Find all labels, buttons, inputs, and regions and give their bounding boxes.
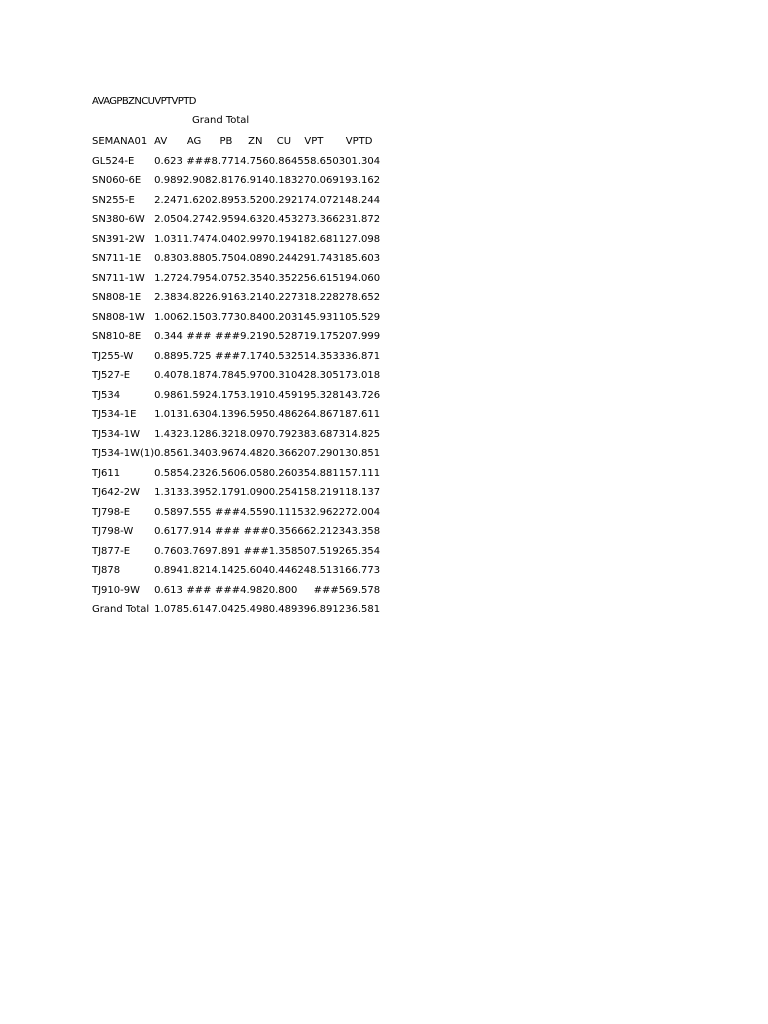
value-cell-vpt: 532.962 (297, 506, 339, 518)
value-cell-cu: 0.292 (268, 194, 298, 206)
table-row (92, 522, 380, 542)
value-cell-zn: 8.097 (240, 428, 269, 440)
value-cell-vpt: 291.743 (297, 253, 339, 265)
value-cell-vptd: 185.603 (338, 253, 381, 265)
row-label-cell: GL524-E (92, 155, 135, 167)
value-cell-ag: 3.395 (182, 487, 212, 499)
value-cell-pb: ### (214, 526, 241, 538)
value-cell-vptd: 148.244 (338, 194, 381, 206)
value-cell-pb: ### (214, 350, 241, 362)
value-cell-zn: 6.595 (240, 409, 269, 421)
value-cell-pb: 2.959 (211, 214, 241, 226)
value-cell-cu: 0.356 (268, 526, 298, 538)
value-cell-vpt: 514.353 (297, 350, 339, 362)
table-row (92, 288, 380, 308)
row-label-cell: TJ878 (92, 565, 121, 577)
value-cell-ag: 1.747 (182, 233, 212, 245)
row-label-cell: SN391-2W (92, 233, 145, 245)
value-cell-cu: 0.528 (268, 331, 298, 343)
value-cell-cu: 0.800 (268, 584, 298, 596)
value-cell-cu: 0.203 (268, 311, 298, 323)
value-cell-vptd: 343.358 (338, 526, 381, 538)
value-cell-cu: 0.194 (268, 233, 298, 245)
value-cell-zn: ### (243, 545, 269, 557)
value-cell-pb: ### (214, 506, 241, 518)
value-cell-av: 0.407 (154, 370, 183, 382)
value-cell-vpt: 428.305 (297, 370, 339, 382)
value-cell-pb: 4.784 (211, 370, 241, 382)
value-cell-zn: 9.219 (240, 331, 269, 343)
row-label-cell: TJ798-W (92, 526, 134, 538)
value-cell-vpt: 207.290 (297, 448, 339, 460)
row-label-cell: TJ877-E (92, 545, 131, 557)
value-cell-cu: 0.864 (268, 155, 298, 167)
grand-total-caption: Grand Total (192, 115, 250, 126)
row-label-cell: TJ611 (92, 467, 121, 479)
value-cell-vpt: 396.891 (297, 604, 339, 616)
table-row (92, 581, 380, 601)
value-cell-cu: 0.244 (268, 253, 298, 265)
value-cell-ag: ### (186, 155, 212, 167)
row-label-cell: TJ910-9W (92, 584, 141, 596)
value-cell-ag: 3.769 (182, 545, 212, 557)
value-cell-zn: 7.174 (240, 350, 269, 362)
value-cell-ag: 1.620 (182, 194, 212, 206)
value-cell-cu: 0.254 (268, 487, 298, 499)
value-cell-vptd: 157.111 (338, 467, 381, 479)
value-cell-zn: 4.632 (240, 214, 269, 226)
value-cell-zn: 3.191 (240, 389, 269, 401)
value-cell-ag: 3.128 (182, 428, 212, 440)
value-cell-ag: 4.232 (182, 467, 212, 479)
column-header-pb: PB (219, 136, 233, 148)
table-row (92, 366, 380, 386)
value-cell-vptd: 314.825 (338, 428, 381, 440)
table-row (92, 386, 380, 406)
value-cell-pb: ### (214, 584, 241, 596)
value-cell-pb: 2.895 (211, 194, 241, 206)
value-cell-pb: 2.179 (211, 487, 241, 499)
column-header-vptd: VPTD (345, 136, 373, 148)
value-cell-vptd: 166.773 (338, 565, 381, 577)
column-header-ag: AG (186, 136, 202, 148)
value-cell-av: 2.383 (154, 292, 183, 304)
value-cell-vpt: 318.228 (297, 292, 339, 304)
value-cell-cu: 0.459 (268, 389, 298, 401)
column-header-semana: SEMANA01 (92, 136, 148, 148)
table-row (92, 425, 380, 445)
value-cell-pb: 4.139 (211, 409, 241, 421)
value-cell-vpt: 273.366 (297, 214, 339, 226)
value-cell-cu: 0.486 (268, 409, 298, 421)
value-cell-zn: 3.520 (240, 194, 269, 206)
table-row (92, 210, 380, 230)
value-cell-ag: 4.274 (182, 214, 212, 226)
value-cell-pb: 6.916 (211, 292, 241, 304)
value-cell-vpt: ### (313, 584, 339, 596)
row-label-cell: TJ798-E (92, 506, 131, 518)
value-cell-pb: 4.142 (211, 565, 241, 577)
value-cell-vptd: 143.726 (338, 389, 381, 401)
value-cell-av: 0.585 (154, 467, 183, 479)
value-cell-ag: 4.795 (182, 272, 212, 284)
value-cell-av: 2.050 (154, 214, 183, 226)
value-cell-ag: 3.880 (182, 253, 212, 265)
value-cell-vpt: 264.867 (297, 409, 339, 421)
table-row (92, 249, 380, 269)
collapsed-field-header: AVAGPBZNCUVPTVPTD (92, 96, 196, 107)
value-cell-cu: 0.260 (268, 467, 298, 479)
value-cell-pb: 3.967 (211, 448, 241, 460)
value-cell-pb: 5.750 (211, 253, 241, 265)
value-cell-vpt: 174.072 (297, 194, 339, 206)
table-row (92, 230, 380, 250)
value-cell-cu: 0.310 (268, 370, 298, 382)
value-cell-zn: 4.482 (240, 448, 269, 460)
value-cell-av: 0.856 (154, 448, 183, 460)
value-cell-ag: 5.614 (182, 604, 212, 616)
value-cell-vptd: 173.018 (338, 370, 381, 382)
value-cell-pb: 4.175 (211, 389, 241, 401)
value-cell-vpt: 195.328 (297, 389, 339, 401)
value-cell-av: 0.589 (154, 506, 183, 518)
value-cell-vpt: 248.513 (297, 565, 339, 577)
value-cell-zn: 2.354 (240, 272, 269, 284)
value-cell-vpt: 145.931 (297, 311, 339, 323)
value-cell-vptd: 127.098 (338, 233, 381, 245)
value-cell-av: 1.272 (154, 272, 183, 284)
value-cell-zn: ### (243, 526, 269, 538)
table-row (92, 405, 380, 425)
value-cell-pb: 4.040 (211, 233, 241, 245)
value-cell-vptd: 118.137 (338, 487, 381, 499)
table-row (92, 444, 380, 464)
value-cell-vpt: 270.069 (297, 175, 339, 187)
table-row (92, 503, 380, 523)
value-cell-vpt: 507.519 (297, 545, 339, 557)
value-cell-av: 0.623 (154, 155, 183, 167)
value-cell-av: 0.989 (154, 175, 183, 187)
table-row (92, 483, 380, 503)
value-cell-av: 1.031 (154, 233, 183, 245)
row-label-cell: SN808-1W (92, 311, 145, 323)
value-cell-vpt: 354.881 (297, 467, 339, 479)
value-cell-av: 0.894 (154, 565, 183, 577)
value-cell-ag: 8.187 (182, 370, 212, 382)
grand-total-row (92, 600, 380, 620)
value-cell-zn: 3.214 (240, 292, 269, 304)
value-cell-vpt: 158.219 (297, 487, 339, 499)
value-cell-vpt: 719.175 (297, 331, 339, 343)
value-cell-vptd: 278.652 (338, 292, 381, 304)
value-cell-ag: ### (186, 331, 212, 343)
row-label-cell: TJ534-1W (92, 428, 141, 440)
value-cell-zn: 1.090 (240, 487, 269, 499)
column-header-cu: CU (276, 136, 292, 148)
value-cell-vptd: 265.354 (338, 545, 381, 557)
value-cell-pb: 3.773 (211, 311, 241, 323)
row-label-cell: TJ255-W (92, 350, 134, 362)
table-row (92, 171, 380, 191)
table-body (92, 152, 380, 620)
value-cell-av: 0.344 (154, 331, 183, 343)
value-cell-vptd: 207.999 (338, 331, 381, 343)
value-cell-cu: 0.111 (268, 506, 298, 518)
row-label-cell: SN808-1E (92, 292, 142, 304)
value-cell-cu: 0.227 (268, 292, 298, 304)
value-cell-cu: 0.183 (268, 175, 298, 187)
value-cell-av: 2.247 (154, 194, 183, 206)
value-cell-av: 1.313 (154, 487, 183, 499)
value-cell-cu: 0.352 (268, 272, 298, 284)
value-cell-pb: 2.817 (211, 175, 241, 187)
value-cell-ag: 1.821 (182, 565, 212, 577)
value-cell-zn: 5.970 (240, 370, 269, 382)
column-header-zn: ZN (248, 136, 263, 148)
value-cell-vptd: 105.529 (338, 311, 381, 323)
value-cell-zn: 5.498 (240, 604, 269, 616)
value-cell-ag: 1.340 (182, 448, 212, 460)
table-row (92, 308, 380, 328)
value-cell-vptd: 193.162 (338, 175, 381, 187)
value-cell-zn: 5.604 (240, 565, 269, 577)
row-label-cell: TJ527-E (92, 370, 131, 382)
row-label-cell: SN810-8E (92, 331, 142, 343)
value-cell-pb: 6.560 (211, 467, 241, 479)
value-cell-vptd: 569.578 (338, 584, 381, 596)
value-cell-vptd: 187.611 (338, 409, 381, 421)
value-cell-ag: 4.822 (182, 292, 212, 304)
value-cell-pb: 8.771 (211, 155, 241, 167)
row-label-cell: SN380-6W (92, 214, 145, 226)
value-cell-pb: 6.321 (211, 428, 241, 440)
value-cell-ag: 7.555 (182, 506, 212, 518)
row-label-cell: SN060-6E (92, 175, 142, 187)
value-cell-pb: 4.075 (211, 272, 241, 284)
value-cell-av: 0.986 (154, 389, 183, 401)
value-cell-av: 0.760 (154, 545, 183, 557)
value-cell-av: 1.078 (154, 604, 183, 616)
value-cell-pb: 7.042 (211, 604, 241, 616)
row-label-cell: Grand Total (92, 604, 150, 616)
value-cell-vptd: 236.581 (338, 604, 381, 616)
value-cell-zn: 0.840 (240, 311, 269, 323)
pivot-table (92, 132, 380, 620)
value-cell-vpt: 662.212 (297, 526, 339, 538)
row-label-cell: SN711-1E (92, 253, 142, 265)
value-cell-av: 1.013 (154, 409, 183, 421)
table-row (92, 347, 380, 367)
table-row (92, 269, 380, 289)
value-cell-cu: 0.532 (268, 350, 298, 362)
value-cell-ag: 2.150 (182, 311, 212, 323)
value-cell-vpt: 383.687 (297, 428, 339, 440)
table-row (92, 191, 380, 211)
table-row (92, 464, 380, 484)
value-cell-zn: 4.756 (240, 155, 269, 167)
value-cell-ag: 2.908 (182, 175, 212, 187)
value-cell-zn: 6.914 (240, 175, 269, 187)
value-cell-pb: 7.891 (211, 545, 241, 557)
value-cell-vpt: 182.681 (297, 233, 339, 245)
value-cell-cu: 0.792 (268, 428, 298, 440)
value-cell-ag: 1.592 (182, 389, 212, 401)
value-cell-zn: 2.997 (240, 233, 269, 245)
value-cell-vptd: 231.872 (338, 214, 381, 226)
value-cell-cu: 0.446 (268, 565, 298, 577)
row-label-cell: TJ642-2W (92, 487, 141, 499)
value-cell-vptd: 301.304 (338, 155, 381, 167)
value-cell-ag: 5.725 (182, 350, 212, 362)
value-cell-ag: 1.630 (182, 409, 212, 421)
table-row (92, 542, 380, 562)
value-cell-zn: 6.058 (240, 467, 269, 479)
value-cell-av: 0.889 (154, 350, 183, 362)
table-row (92, 152, 380, 172)
value-cell-vptd: 194.060 (338, 272, 381, 284)
row-label-cell: SN711-1W (92, 272, 145, 284)
column-header-vpt: VPT (304, 136, 324, 148)
row-label-cell: TJ534-1E (92, 409, 137, 421)
value-cell-av: 1.432 (154, 428, 183, 440)
row-label-cell: SN255-E (92, 194, 135, 206)
table-row (92, 561, 380, 581)
value-cell-vpt: 256.615 (297, 272, 339, 284)
value-cell-av: 0.613 (154, 584, 183, 596)
value-cell-vptd: 130.851 (338, 448, 381, 460)
table-row (92, 327, 380, 347)
value-cell-cu: 0.489 (268, 604, 298, 616)
value-cell-cu: 0.453 (268, 214, 298, 226)
row-label-cell: TJ534 (92, 389, 121, 401)
value-cell-pb: ### (214, 331, 241, 343)
value-cell-zn: 4.089 (240, 253, 269, 265)
value-cell-av: 0.617 (154, 526, 183, 538)
value-cell-zn: 4.982 (240, 584, 269, 596)
value-cell-vptd: 336.871 (338, 350, 381, 362)
value-cell-cu: 1.358 (268, 545, 298, 557)
value-cell-vpt: 558.650 (297, 155, 339, 167)
value-cell-vptd: 272.004 (338, 506, 381, 518)
value-cell-cu: 0.366 (268, 448, 298, 460)
row-label-cell: TJ534-1W(1) (92, 448, 155, 460)
value-cell-av: 0.830 (154, 253, 183, 265)
value-cell-zn: 4.559 (240, 506, 269, 518)
value-cell-ag: 7.914 (182, 526, 212, 538)
value-cell-ag: ### (186, 584, 212, 596)
value-cell-av: 1.006 (154, 311, 183, 323)
column-header-av: AV (154, 136, 168, 148)
table-header-row (92, 132, 380, 152)
